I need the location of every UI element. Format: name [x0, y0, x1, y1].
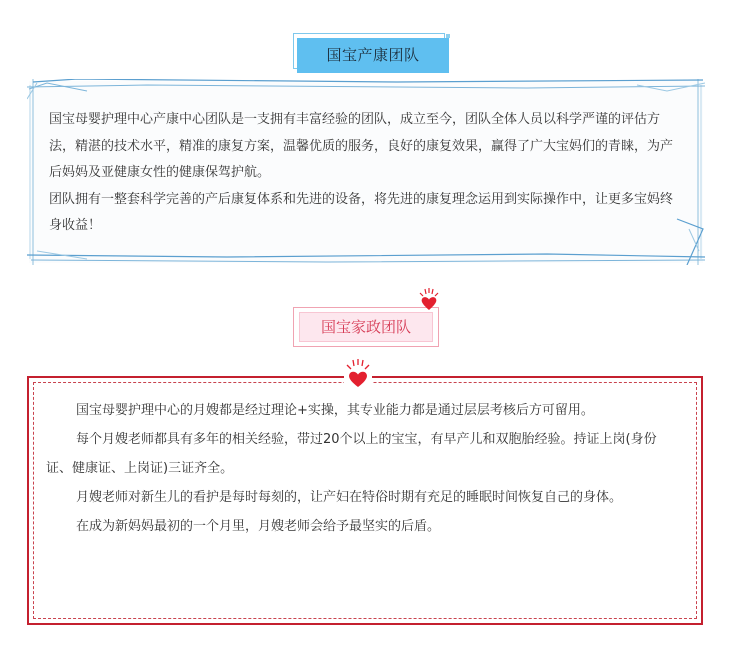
heart-icon [417, 287, 441, 311]
section2-paragraph: 在成为新妈妈最初的一个月里，月嫂老师会给予最坚实的后盾。 [76, 519, 441, 534]
section1-paragraph: 国宝母婴护理中心产康中心团队是一支拥有丰富经验的团队，成立至今，团队全体人员以科学严谨的评估方法，精湛的技术水平，精准的康复方案，温馨优质的服务，良好的康复效果，赢得了广大宝妈们的青睐，为产后妈妈及亚健康女性的健康保驾护航。 [49, 112, 674, 180]
section1-paragraph: 团队拥有一整套科学完善的产后康复体系和先进的设备，将先进的康复理念运用到实际操作中，让更多宝妈终身收益！ [49, 191, 674, 233]
section1-content-box [27, 79, 705, 265]
heart-icon [338, 358, 378, 388]
section1-text [49, 107, 681, 240]
section2-paragraph: 每个月嫂老师都具有多年的相关经验，带过20个以上的宝宝，有早产儿和双胞胎经验。持证上岗(身份证、健康证、上岗证)三证齐全。 [46, 432, 657, 476]
section2-paragraph: 国宝母婴护理中心的月嫂都是经过理论+实操，其专业能力都是通过层层考核后方可留用。 [76, 403, 594, 418]
section2-title: 国宝家政团队 [299, 312, 433, 342]
section1-title-dot [446, 34, 450, 38]
section1-title: 国宝产康团队 [297, 38, 449, 73]
section1-title-badge [291, 33, 449, 73]
section2-paragraph: 月嫂老师对新生儿的看护是每时每刻的，让产妇在特俗时期有充足的睡眠时间恢复自己的身体。 [76, 490, 623, 505]
section2-text [46, 396, 682, 541]
section2-title-badge [293, 287, 443, 351]
section2-title-frame [293, 307, 439, 347]
